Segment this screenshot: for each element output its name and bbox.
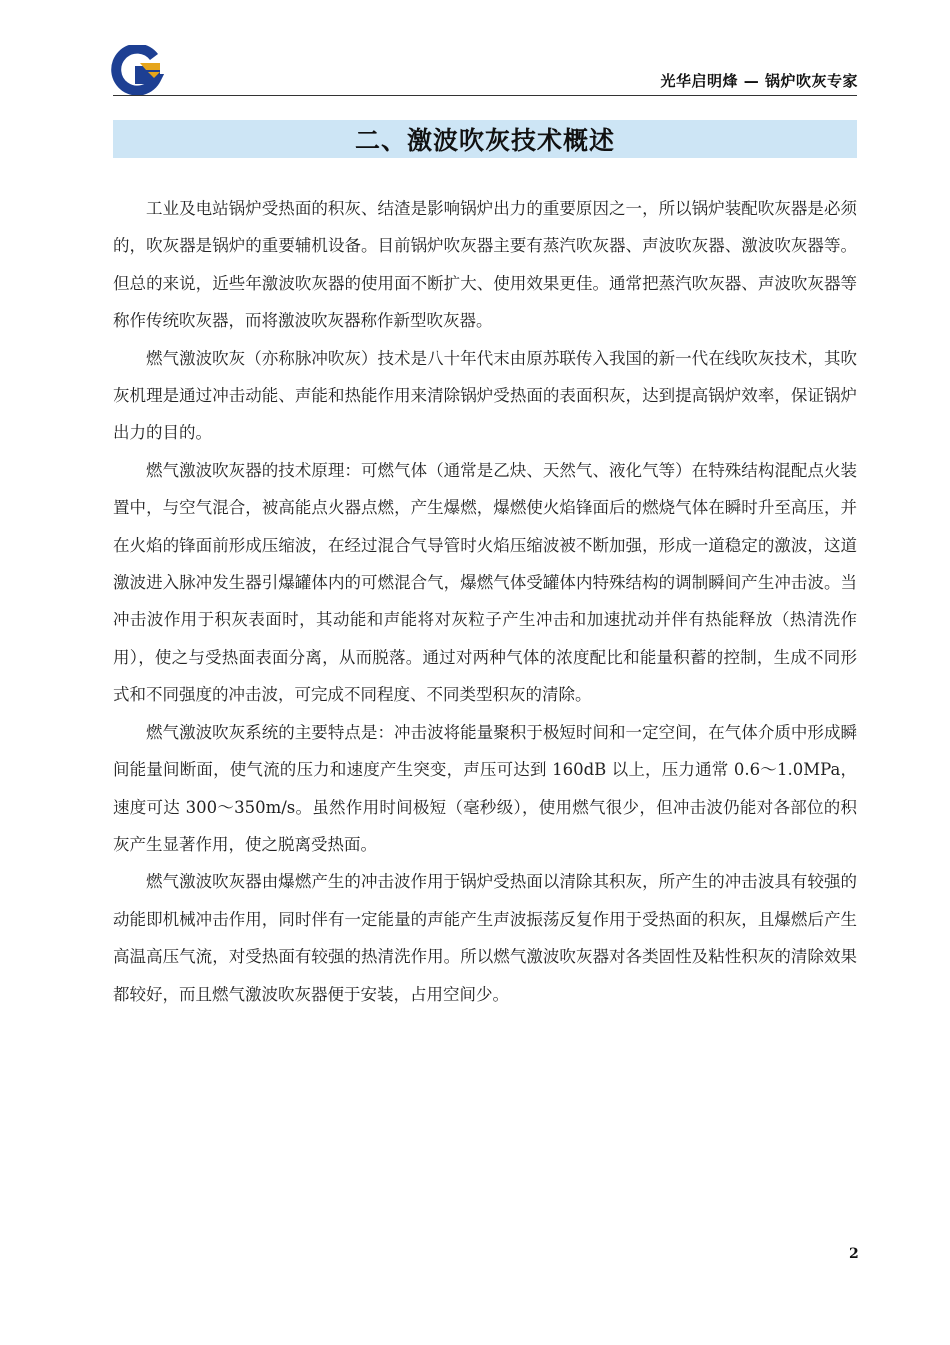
header-divider [113,95,857,96]
company-logo-icon [110,45,166,97]
paragraph: 燃气激波吹灰系统的主要特点是：冲击波将能量聚积于极短时间和一定空间，在气体介质中形成瞬间能量间断面，使气流的压力和速度产生突变，声压可达到 160dB 以上，压力通常 0.6～1.0MPa，速度可达 300～350m/s。虽然作用时间极短（毫秒级），使用燃气很少，但冲击波仍能对各部位的积灰产生显著作用，使之脱离受热面。 [113,722,857,854]
header-slogan: 光华启明烽 — 锅炉吹灰专家 [660,72,858,90]
paragraph: 燃气激波吹灰（亦称脉冲吹灰）技术是八十年代末由原苏联传入我国的新一代在线吹灰技术，其吹灰机理是通过冲击动能、声能和热能作用来清除锅炉受热面的表面积灰，达到提高锅炉效率，保证锅炉出力的目的。 [113,348,857,443]
document-body [113,190,857,1013]
paragraph: 燃气激波吹灰器的技术原理：可燃气体（通常是乙炔、天然气、液化气等）在特殊结构混配点火装置中，与空气混合，被高能点火器点燃，产生爆燃，爆燃使火焰锋面后的燃烧气体在瞬时升至高压，并在火焰的锋面前形成压缩波，在经过混合气导管时火焰压缩波被不断加强，形成一道稳定的激波，这道激波进入脉冲发生器引爆罐体内的可燃混合气，爆燃气体受罐体内特殊结构的调制瞬间产生冲击波。当冲击波作用于积灰表面时，其动能和声能将对灰粒子产生冲击和加速扰动并伴有热能释放（热清洗作用），使之与受热面表面分离，从而脱落。通过对两种气体的浓度配比和能量积蓄的控制，生成不同形式和不同强度的冲击波，可完成不同程度、不同类型积灰的清除。 [113,460,857,705]
paragraph: 工业及电站锅炉受热面的积灰、结渣是影响锅炉出力的重要原因之一，所以锅炉装配吹灰器是必须的，吹灰器是锅炉的重要辅机设备。目前锅炉吹灰器主要有蒸汽吹灰器、声波吹灰器、激波吹灰器等。但总的来说，近些年激波吹灰器的使用面不断扩大、使用效果更佳。通常把蒸汽吹灰器、声波吹灰器等称作传统吹灰器，而将激波吹灰器称作新型吹灰器。 [113,199,857,331]
paragraph: 燃气激波吹灰器由爆燃产生的冲击波作用于锅炉受热面以清除其积灰，所产生的冲击波具有较强的动能即机械冲击作用，同时伴有一定能量的声能产生声波振荡反复作用于受热面的积灰，且爆燃后产生高温高压气流，对受热面有较强的热清洗作用。所以燃气激波吹灰器对各类固性及粘性积灰的清除效果都较好，而且燃气激波吹灰器便于安装，占用空间少。 [113,872,857,1004]
section-title-bar [113,120,857,158]
section-title: 二、激波吹灰技术概述 [354,126,615,155]
page-number: 2 [849,1246,859,1262]
